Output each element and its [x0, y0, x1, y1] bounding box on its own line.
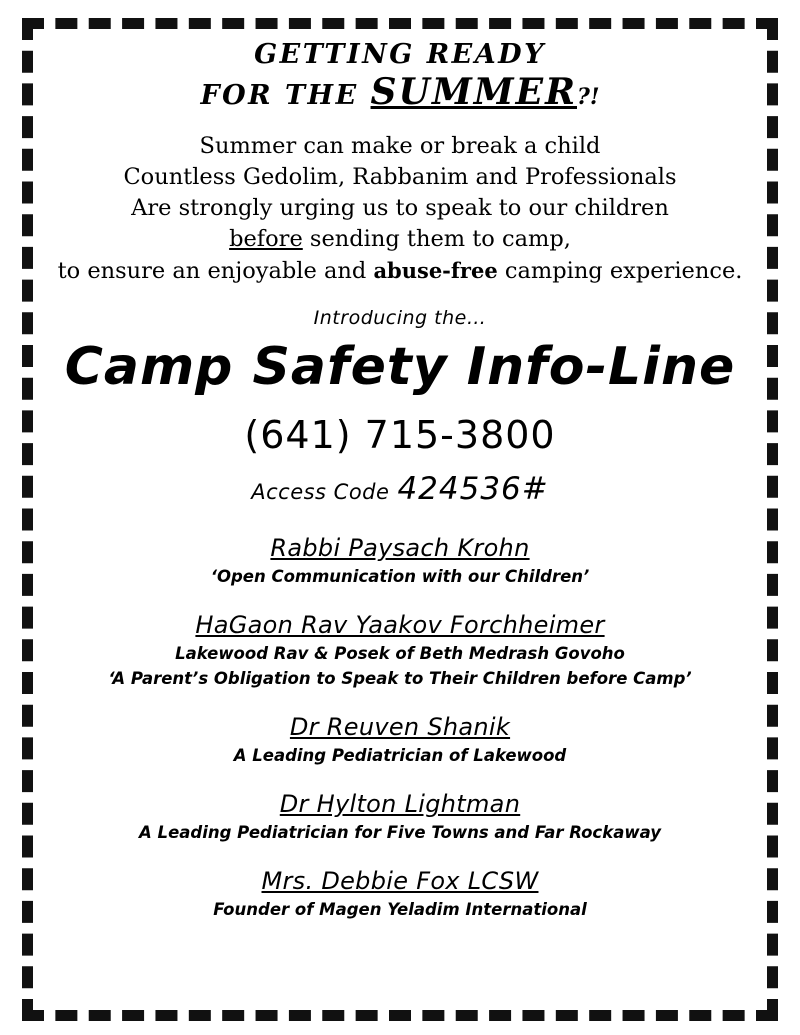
- heading-line-2-prefix: FOR THE: [200, 80, 371, 111]
- list-item: [56, 866, 744, 921]
- intro-abuse-free-emphasis: abuse-free: [373, 258, 498, 283]
- speaker-detail: Lakewood Rav & Posek of Beth Medrash Govoho: [175, 644, 625, 663]
- intro-line-5: [56, 255, 744, 287]
- intro-before-emphasis: before: [229, 226, 303, 252]
- flyer-content: [56, 38, 744, 943]
- introducing-label: Introducing the…: [313, 307, 487, 329]
- speaker-detail: ‘A Parent’s Obligation to Speak to Their Children before Camp’: [108, 669, 692, 688]
- heading-punctuation: ?!: [577, 84, 600, 110]
- intro-line-4: [56, 224, 744, 255]
- speaker-name: Dr Hylton Lightman: [279, 790, 521, 818]
- list-item: [56, 712, 744, 767]
- intro-line-1: Summer can make or break a child: [199, 133, 601, 159]
- speaker-name: Mrs. Debbie Fox LCSW: [261, 867, 539, 895]
- intro-line-4-rest: sending them to camp,: [302, 226, 571, 252]
- speaker-detail: A Leading Pediatrician of Lakewood: [233, 746, 567, 765]
- speaker-name: Rabbi Paysach Krohn: [270, 534, 530, 562]
- access-code-row: [56, 471, 744, 507]
- intro-line-2: Countless Gedolim, Rabbanim and Professionals: [123, 164, 677, 190]
- intro-line-3: Are strongly urging us to speak to our children: [131, 195, 669, 221]
- access-code-value: 424536#: [397, 471, 549, 507]
- info-line-title: Camp Safety Info-Line: [64, 337, 736, 397]
- list-item: [56, 533, 744, 588]
- heading-line-2: [56, 72, 744, 117]
- flyer-heading: [56, 38, 744, 117]
- speaker-detail: A Leading Pediatrician for Five Towns and Far Rockaway: [139, 823, 661, 842]
- speaker-name: Dr Reuven Shanik: [289, 713, 511, 741]
- access-code-label: Access Code: [251, 480, 390, 504]
- speaker-name: HaGaon Rav Yaakov Forchheimer: [195, 611, 605, 639]
- intro-line-5-b: camping experience.: [497, 258, 743, 284]
- list-item: [56, 789, 744, 844]
- speaker-detail: Founder of Magen Yeladim International: [213, 900, 587, 919]
- heading-line-1: GETTING READY: [254, 39, 546, 70]
- intro-line-5-a: to ensure an enjoyable and: [57, 258, 374, 284]
- speaker-list: [56, 533, 744, 921]
- list-item: [56, 610, 744, 690]
- phone-number: (641) 715-3800: [244, 413, 556, 457]
- intro-paragraph: [56, 131, 744, 287]
- speaker-detail: ‘Open Communication with our Children’: [210, 567, 590, 586]
- heading-summer-word: SUMMER: [370, 71, 577, 113]
